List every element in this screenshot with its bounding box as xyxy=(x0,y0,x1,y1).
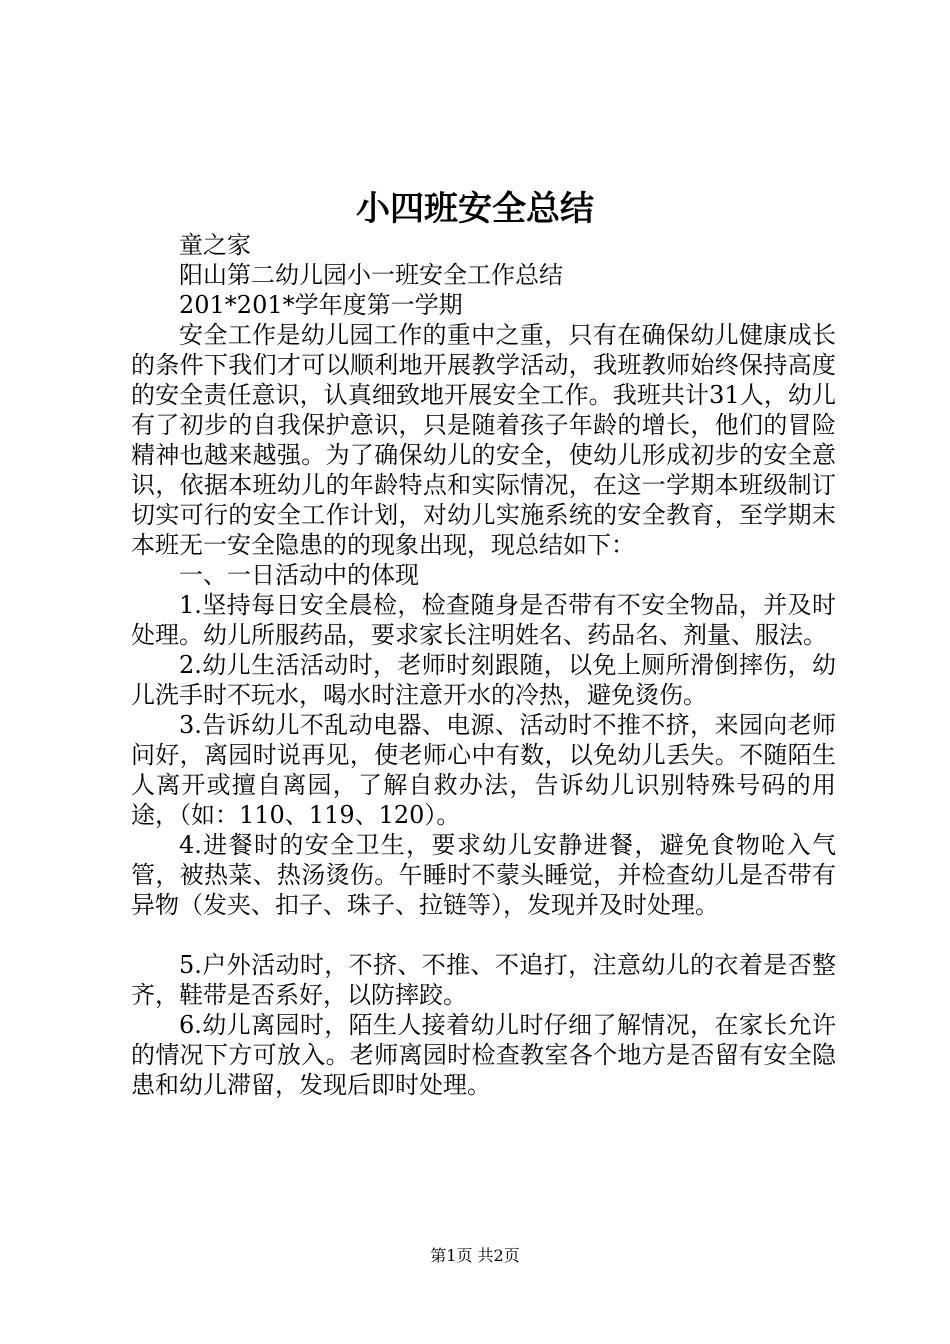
report-subtitle: 阳山第二幼儿园小一班安全工作总结 xyxy=(179,261,563,289)
list-item-5: 5.户外活动时，不挤、不推、不追打，注意幼儿的衣着是否整齐，鞋带是否系好，以防摔跤。 xyxy=(131,951,836,1009)
org-name: 童之家 xyxy=(179,231,251,259)
list-item-2: 2.幼儿生活活动时，老师时刻跟随，以免上厕所滑倒摔伤，幼儿洗手时不玩水，喝水时注意开水的冷热，避免烫伤。 xyxy=(131,651,836,709)
section-heading: 一、一日活动中的体现 xyxy=(179,561,419,589)
intro-paragraph: 安全工作是幼儿园工作的重中之重，只有在确保幼儿健康成长的条件下我们才可以顺利地开展教学活动，我班教师始终保持高度的安全责任意识，认真细致地开展安全工作。我班共计31人，幼儿有了初步的自我保护意识，只是随着孩子年龄的增长，他们的冒险精神也越来越强。为了确保幼儿的安全，使幼儿形成初步的安全意识，依据本班幼儿的年龄特点和实际情况，在这一学期本班级制订切实可行的安全工作计划，对幼儿实施系统的安全教育，至学期末本班无一安全隐患的的现象出现，现总结如下： xyxy=(131,321,836,559)
school-term: 201*201*学年度第一学期 xyxy=(179,291,463,319)
blank-line xyxy=(131,920,836,950)
page-footer: 第1页 共2页 xyxy=(430,1246,520,1265)
document-title: 小四班安全总结 xyxy=(356,189,594,229)
list-item-1: 1.坚持每日安全晨检，检查随身是否带有不安全物品，并及时处理。幼儿所服药品，要求家长注明姓名、药品名、剂量、服法。 xyxy=(131,591,836,649)
document-body xyxy=(131,230,836,1100)
list-item-3: 3.告诉幼儿不乱动电器、电源、活动时不推不挤，来园向老师问好，离园时说再见，使老师心中有数，以免幼儿丢失。不随陌生人离开或擅自离园，了解自救办法，告诉幼儿识别特殊号码的用途，（如：110、119、120）。 xyxy=(131,711,836,829)
list-item-4: 4.进餐时的安全卫生，要求幼儿安静进餐，避免食物呛入气管，被热菜、热汤烫伤。午睡时不蒙头睡觉，并检查幼儿是否带有异物（发夹、扣子、珠子、拉链等），发现并及时处理。 xyxy=(131,831,836,919)
list-item-6: 6.幼儿离园时，陌生人接着幼儿时仔细了解情况，在家长允许的情况下方可放入。老师离园时检查教室各个地方是否留有安全隐患和幼儿滞留，发现后即时处理。 xyxy=(131,1011,836,1099)
